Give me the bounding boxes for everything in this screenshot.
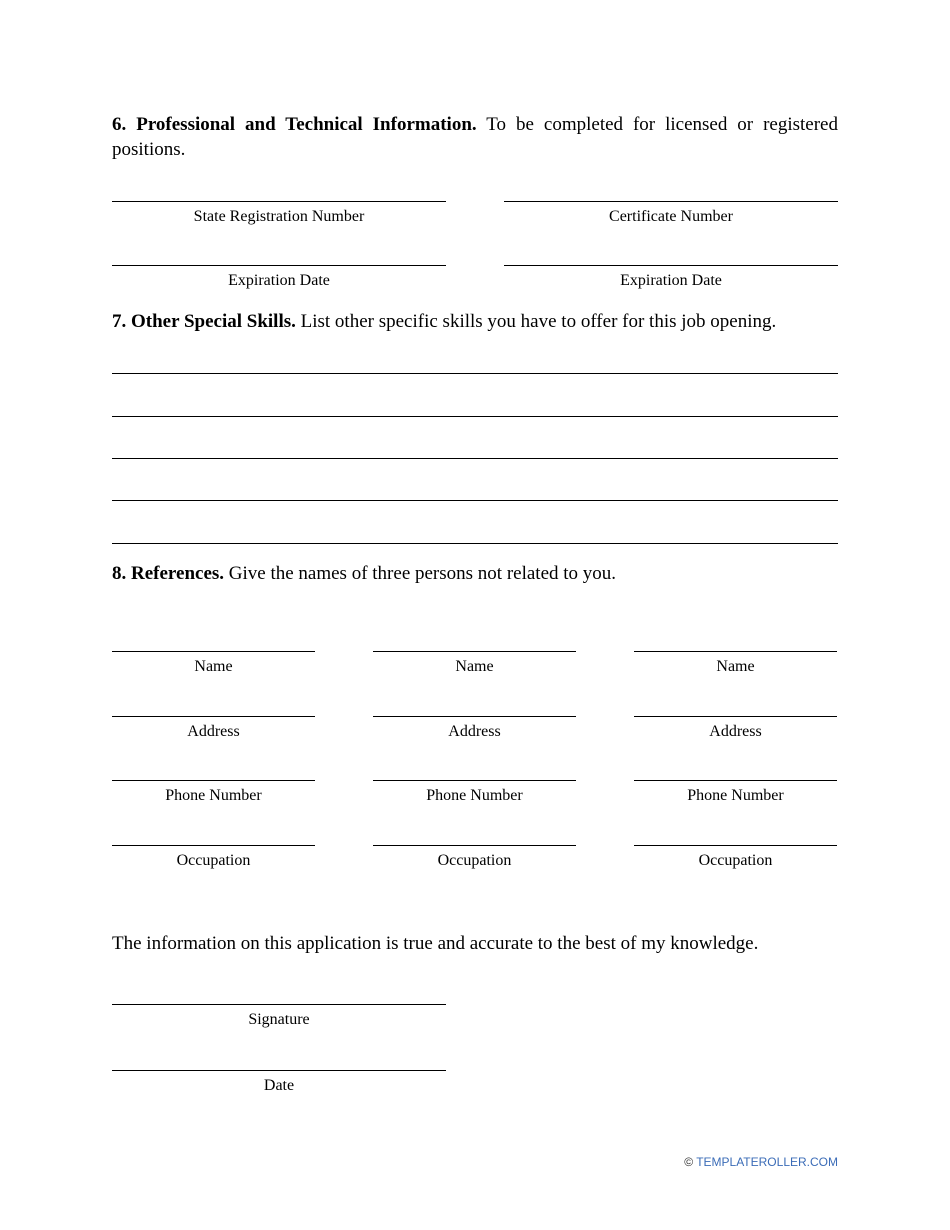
- reference-2-name-line[interactable]: [373, 651, 576, 652]
- reference-3-phone-field[interactable]: [634, 780, 837, 805]
- reference-3-address-label: Address: [709, 723, 762, 740]
- section-7-number: 7.: [112, 311, 127, 332]
- reference-2-address-field[interactable]: [373, 716, 576, 741]
- skills-line-1[interactable]: [112, 373, 838, 374]
- reference-1-phone-line[interactable]: [112, 780, 315, 781]
- reference-3-occupation-line[interactable]: [634, 845, 837, 846]
- form-page: [112, 0, 838, 1230]
- section-6-heading: [112, 112, 838, 162]
- state-registration-field[interactable]: [112, 201, 446, 226]
- certificate-number-field[interactable]: [504, 201, 838, 226]
- reference-1-occupation-field[interactable]: [112, 845, 315, 870]
- state-registration-line[interactable]: [112, 201, 446, 202]
- signature-label: Signature: [248, 1011, 310, 1028]
- reference-2-occupation-line[interactable]: [373, 845, 576, 846]
- skills-line-2[interactable]: [112, 416, 838, 417]
- reference-2-address-line[interactable]: [373, 716, 576, 717]
- expiration-date-right-line[interactable]: [504, 265, 838, 266]
- section-7-text: List other specific skills you have to offer for this job opening.: [300, 311, 777, 332]
- section-8-heading: [112, 561, 838, 586]
- reference-1-address-label: Address: [187, 723, 240, 740]
- reference-1-occupation-label: Occupation: [176, 852, 251, 869]
- signature-line[interactable]: [112, 1004, 446, 1005]
- reference-3-occupation-field[interactable]: [634, 845, 837, 870]
- reference-3-phone-label: Phone Number: [687, 787, 784, 804]
- reference-3-name-line[interactable]: [634, 651, 837, 652]
- expiration-date-left-label: Expiration Date: [228, 272, 330, 289]
- reference-2-phone-line[interactable]: [373, 780, 576, 781]
- reference-2-phone-label: Phone Number: [426, 787, 523, 804]
- certificate-number-line[interactable]: [504, 201, 838, 202]
- footer-brand-link[interactable]: TEMPLATEROLLER.COM: [696, 1155, 838, 1169]
- reference-2-occupation-field[interactable]: [373, 845, 576, 870]
- expiration-date-right-field[interactable]: [504, 265, 838, 290]
- reference-1-phone-field[interactable]: [112, 780, 315, 805]
- date-field[interactable]: [112, 1070, 446, 1095]
- section-7-heading: [112, 309, 838, 334]
- date-label: Date: [263, 1077, 295, 1094]
- reference-3-occupation-label: Occupation: [698, 852, 773, 869]
- reference-2-address-label: Address: [448, 723, 501, 740]
- reference-1-address-line[interactable]: [112, 716, 315, 717]
- section-6-text: To be completed for licensed or registered positions.: [112, 114, 838, 160]
- reference-2-name-field[interactable]: [373, 651, 576, 676]
- skills-line-5[interactable]: [112, 543, 838, 544]
- skills-line-4[interactable]: [112, 500, 838, 501]
- reference-1-phone-label: Phone Number: [165, 787, 262, 804]
- date-line[interactable]: [112, 1070, 446, 1071]
- copyright-symbol: ©: [684, 1155, 694, 1169]
- section-6-number: 6.: [112, 114, 127, 135]
- reference-2-occupation-label: Occupation: [437, 852, 512, 869]
- reference-3-name-field[interactable]: [634, 651, 837, 676]
- reference-1-address-field[interactable]: [112, 716, 315, 741]
- certificate-number-label: Certificate Number: [609, 208, 733, 225]
- section-6-title: Professional and Technical Information.: [136, 114, 477, 135]
- skills-line-3[interactable]: [112, 458, 838, 459]
- reference-3-address-field[interactable]: [634, 716, 837, 741]
- signature-field[interactable]: [112, 1004, 446, 1029]
- certification-statement: The information on this application is true and accurate to the best of my knowledge.: [112, 933, 759, 954]
- section-8-text: Give the names of three persons not related to you.: [228, 563, 617, 584]
- expiration-date-left-line[interactable]: [112, 265, 446, 266]
- reference-3-address-line[interactable]: [634, 716, 837, 717]
- expiration-date-right-label: Expiration Date: [620, 272, 722, 289]
- reference-1-name-line[interactable]: [112, 651, 315, 652]
- state-registration-label: State Registration Number: [193, 208, 365, 225]
- footer-credit: [684, 1155, 838, 1169]
- reference-3-name-label: Name: [716, 658, 755, 675]
- expiration-date-left-field[interactable]: [112, 265, 446, 290]
- reference-2-name-label: Name: [455, 658, 494, 675]
- section-8-title: References.: [131, 563, 225, 584]
- reference-1-name-field[interactable]: [112, 651, 315, 676]
- reference-3-phone-line[interactable]: [634, 780, 837, 781]
- reference-2-phone-field[interactable]: [373, 780, 576, 805]
- section-8-number: 8.: [112, 563, 127, 584]
- reference-1-occupation-line[interactable]: [112, 845, 315, 846]
- section-7-title: Other Special Skills.: [131, 311, 296, 332]
- reference-1-name-label: Name: [194, 658, 233, 675]
